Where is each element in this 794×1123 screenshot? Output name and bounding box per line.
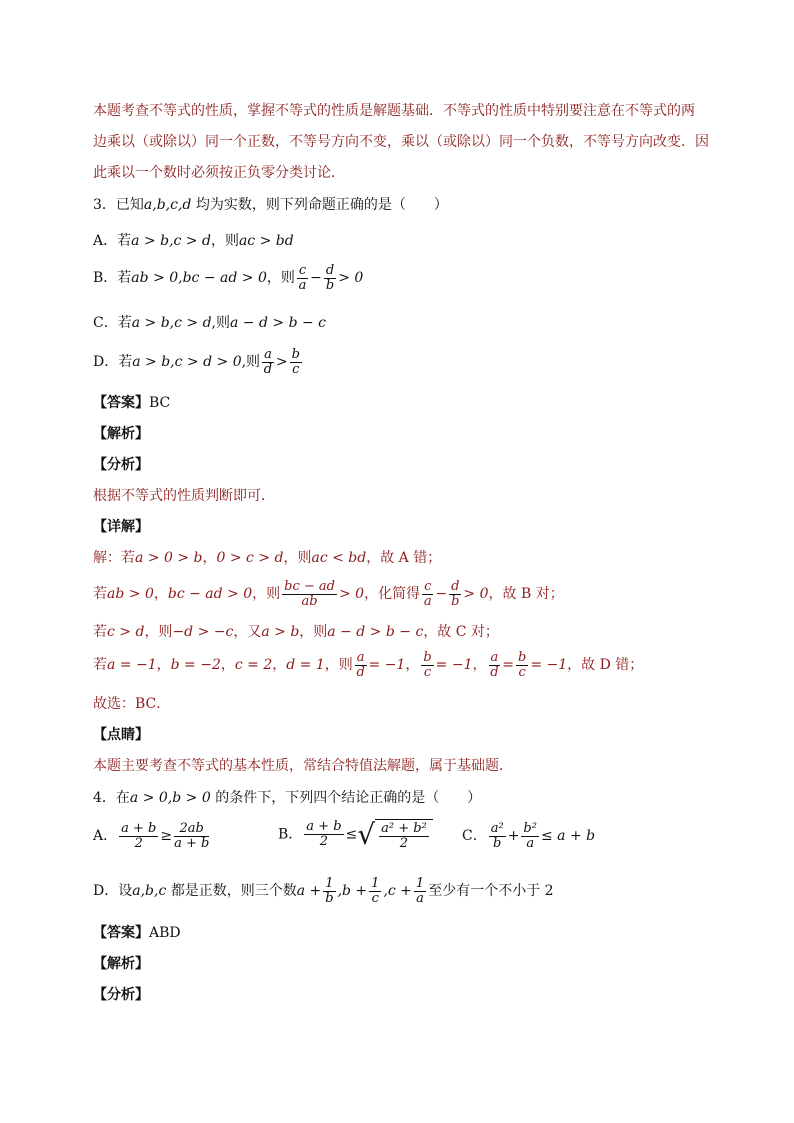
fraction-denominator: a + b <box>174 835 210 851</box>
fraction-denominator: d <box>263 361 273 377</box>
square-root <box>357 818 433 851</box>
option-a-result: ac > bd <box>238 233 294 249</box>
step-math: c = 2 <box>234 657 273 674</box>
q3-option-a <box>93 233 294 250</box>
step-text: ，故 B 对； <box>488 586 564 603</box>
q3-fenxi-text: 根据不等式的性质判断即可． <box>93 488 275 504</box>
fraction-denominator: c <box>423 664 432 680</box>
q3-dianjing-text: 本题主要考查不等式的基本性质，常结合特值法解题，属于基础题． <box>93 758 513 774</box>
fraction-denominator: b <box>451 593 460 609</box>
q3-dianjing-heading: 【点睛】 <box>93 727 149 743</box>
fraction-numerator: 1 <box>325 876 334 891</box>
step-math: a > b <box>261 624 300 640</box>
fraction <box>282 580 337 608</box>
q3-jiexi-heading: 【解析】 <box>93 426 149 442</box>
step-text: ，则 <box>299 624 328 640</box>
step-math: −d > −c <box>172 624 234 640</box>
q3-xiangjie-heading: 【详解】 <box>93 519 149 535</box>
q3-option-d <box>93 348 304 376</box>
q3-option-c <box>93 315 326 332</box>
step-text: ， <box>202 550 217 566</box>
intro-line-3: 此乘以一个数时必须按正负零分类讨论． <box>93 165 345 181</box>
fraction-denominator: c <box>518 664 526 680</box>
q4-stem-condition: a > 0,b > 0 <box>129 790 211 806</box>
q4-stem-prefix: 4．在 <box>93 790 130 806</box>
fraction-numerator: a <box>356 650 365 665</box>
q3-stem <box>93 197 448 214</box>
solution-step-1 <box>93 550 441 567</box>
option-c-label: C．若 <box>93 315 132 331</box>
fraction <box>422 580 433 608</box>
option-b-then: ，则 <box>266 270 295 287</box>
fraction-numerator: a² + b² <box>381 820 427 836</box>
option-c-label: C． <box>462 828 487 845</box>
fraction-numerator: d <box>451 579 460 594</box>
step-text: ，化简得 <box>364 586 421 603</box>
fraction-denominator: d <box>490 664 499 680</box>
fraction-denominator: c <box>371 890 379 906</box>
option-d-then: ,则 <box>241 354 261 371</box>
fraction-numerator: 2ab <box>174 822 209 837</box>
q4-option-b <box>278 818 433 851</box>
fraction-denominator: b <box>493 835 502 851</box>
le-sign: ≤ <box>345 826 358 843</box>
step-text: ，又 <box>233 624 262 640</box>
fraction-denominator: b <box>325 277 335 293</box>
option-a-condition: a > b,c > d <box>131 233 211 249</box>
fraction <box>297 264 308 292</box>
step-math: 0 > c > d <box>216 550 284 566</box>
option-d-label: D．设 <box>93 883 133 900</box>
fraction <box>290 348 302 376</box>
step-math: = −1 <box>435 657 473 674</box>
option-b-label: B．若 <box>93 270 132 287</box>
fraction <box>262 348 274 376</box>
option-c-condition: a > b,c > d <box>131 315 212 331</box>
step-math: b = −2 <box>170 657 221 674</box>
q3-fenxi-heading: 【分析】 <box>93 457 149 473</box>
q3-stem-vars: a,b,c,d <box>143 197 192 213</box>
option-d-label: D．若 <box>93 354 133 371</box>
fraction-numerator: 1 <box>415 876 425 891</box>
term: a + <box>296 883 322 900</box>
q4-stem-suffix: 的条件下，下列四个结论正确的是（ ） <box>210 790 482 806</box>
fraction <box>323 877 335 905</box>
q3-answer <box>93 395 170 412</box>
option-d-condition: a > b,c > d > 0 <box>132 354 242 371</box>
intro-line-2: 边乘以（或除以）同一个正数，不等号方向不变，乘以（或除以）同一个负数，不等号方向改变．因 <box>93 134 709 150</box>
step-math: ac < bd <box>311 550 367 566</box>
option-d-text: 都是正数，则三个数 <box>166 883 297 900</box>
fraction-numerator: c <box>424 579 432 594</box>
step-math: c > d <box>107 624 145 640</box>
step-text: ，故 D 错； <box>567 657 644 674</box>
gt-sign: > <box>275 354 288 371</box>
step-text: ，则 <box>144 624 173 640</box>
q3-stem-prefix: 3．已知 <box>93 197 144 213</box>
fraction <box>449 580 461 608</box>
fraction-denominator: b <box>325 890 334 906</box>
ge-sign: ≥ <box>160 828 173 845</box>
step-text: ， <box>272 657 287 674</box>
fraction <box>414 877 426 905</box>
option-b-label: B． <box>278 826 303 843</box>
step-math: = −1 <box>368 657 406 674</box>
step-text: 若 <box>93 586 107 603</box>
term: ,c + <box>383 883 412 900</box>
fraction <box>379 822 429 850</box>
radical-sign-icon: √ <box>357 818 376 851</box>
fraction-denominator: 2 <box>319 834 329 849</box>
fraction-numerator: bc − ad <box>284 579 335 594</box>
step-text: ， <box>472 657 487 674</box>
fraction-numerator: b <box>291 347 300 362</box>
q4-answer <box>93 925 181 942</box>
q3-stem-suffix: 均为实数，则下列命题正确的是（ ） <box>191 197 448 213</box>
q4-option-d <box>93 877 554 905</box>
fraction-numerator: 1 <box>371 876 380 891</box>
step-text: ，则 <box>283 550 312 566</box>
q4-stem <box>93 790 481 807</box>
step-math: = −1 <box>530 657 568 674</box>
step-text: 解：若 <box>93 550 135 566</box>
step-math: d = 1 <box>286 657 325 674</box>
step-text: ， <box>220 657 235 674</box>
option-d-end: 至少有一个不小于 2 <box>428 883 554 900</box>
plus-sign: + <box>507 828 520 845</box>
fraction-denominator: 2 <box>134 835 143 851</box>
fraction <box>119 822 158 850</box>
option-c-tail: ≤ a + b <box>540 828 596 845</box>
fraction <box>521 822 539 850</box>
fraction-denominator: a <box>526 835 535 851</box>
fraction-numerator: a + b <box>121 821 157 836</box>
answer-value: ABD <box>149 925 181 941</box>
fraction-denominator: 2 <box>399 835 409 851</box>
fraction-numerator: a <box>490 650 499 665</box>
minus-sign: − <box>310 270 322 287</box>
step-text: 若 <box>93 624 107 640</box>
option-b-tail: > 0 <box>338 270 364 287</box>
option-d-vars: a,b,c <box>132 883 167 900</box>
step-text: ，则 <box>252 586 281 603</box>
step-text: ，故 A 错； <box>366 550 442 566</box>
option-a-label: A． <box>93 828 118 845</box>
solution-step-4 <box>93 651 643 679</box>
fraction-denominator: d <box>356 664 365 680</box>
fraction <box>489 822 506 850</box>
answer-tag: 【答案】 <box>93 925 149 941</box>
fraction-numerator: b <box>518 650 527 665</box>
intro-line-1: 本题考查不等式的性质，掌握不等式的性质是解题基础．不等式的性质中特别要注意在不等式的两 <box>93 103 695 119</box>
fraction <box>355 651 367 679</box>
fraction-numerator: a <box>264 347 272 362</box>
step-math: bc − ad > 0 <box>167 586 253 603</box>
step-text: ，则 <box>324 657 353 674</box>
solution-step-2 <box>93 580 564 608</box>
answer-value: BC <box>149 395 171 411</box>
option-c-result: a − d > b − c <box>230 315 327 331</box>
step-math: a = −1 <box>107 657 157 674</box>
fraction <box>304 820 343 848</box>
fraction <box>174 822 209 850</box>
fraction-denominator: ab <box>301 593 318 609</box>
fraction-numerator: a + b <box>306 819 342 835</box>
fraction <box>324 264 336 292</box>
option-c-then: ,则 <box>211 315 230 331</box>
step-math: ab > 0 <box>107 586 154 603</box>
fraction-numerator: a² <box>490 821 504 836</box>
fraction-numerator: b <box>423 650 432 665</box>
q4-fenxi-heading: 【分析】 <box>93 987 149 1003</box>
fraction-numerator: d <box>325 263 335 278</box>
fraction <box>489 651 501 679</box>
step-math: a − d > b − c <box>327 624 424 640</box>
answer-tag: 【答案】 <box>93 395 149 411</box>
fraction <box>421 651 433 679</box>
fraction-denominator: a <box>423 593 432 609</box>
fraction-denominator: a <box>416 890 424 906</box>
step-math: = <box>502 657 514 674</box>
q3-final-choice: 故选：BC． <box>93 696 171 712</box>
fraction-numerator: c <box>298 263 307 278</box>
option-a-label: A．若 <box>93 233 132 249</box>
step-math: > 0 <box>338 586 365 603</box>
q4-option-c <box>462 822 595 850</box>
q3-option-b <box>93 264 363 292</box>
step-text: ，故 C 对； <box>423 624 499 640</box>
step-math: > 0 <box>463 586 489 603</box>
fraction-denominator: a <box>298 277 307 293</box>
fraction-denominator: c <box>292 361 300 377</box>
q4-option-a <box>93 822 211 850</box>
step-text: 若 <box>93 657 107 674</box>
step-text: ， <box>156 657 171 674</box>
step-text: ， <box>153 586 168 603</box>
term: ,b + <box>337 883 368 900</box>
step-text: ， <box>405 657 420 674</box>
step-math: a > 0 > b <box>135 550 203 566</box>
solution-step-3 <box>93 624 499 641</box>
fraction <box>369 877 381 905</box>
fraction-numerator: b² <box>523 821 537 836</box>
minus-sign: − <box>435 586 448 603</box>
option-a-then: ，则 <box>210 233 239 249</box>
option-b-condition: ab > 0,bc − ad > 0 <box>131 270 267 287</box>
fraction <box>516 651 528 679</box>
q4-jiexi-heading: 【解析】 <box>93 956 149 972</box>
